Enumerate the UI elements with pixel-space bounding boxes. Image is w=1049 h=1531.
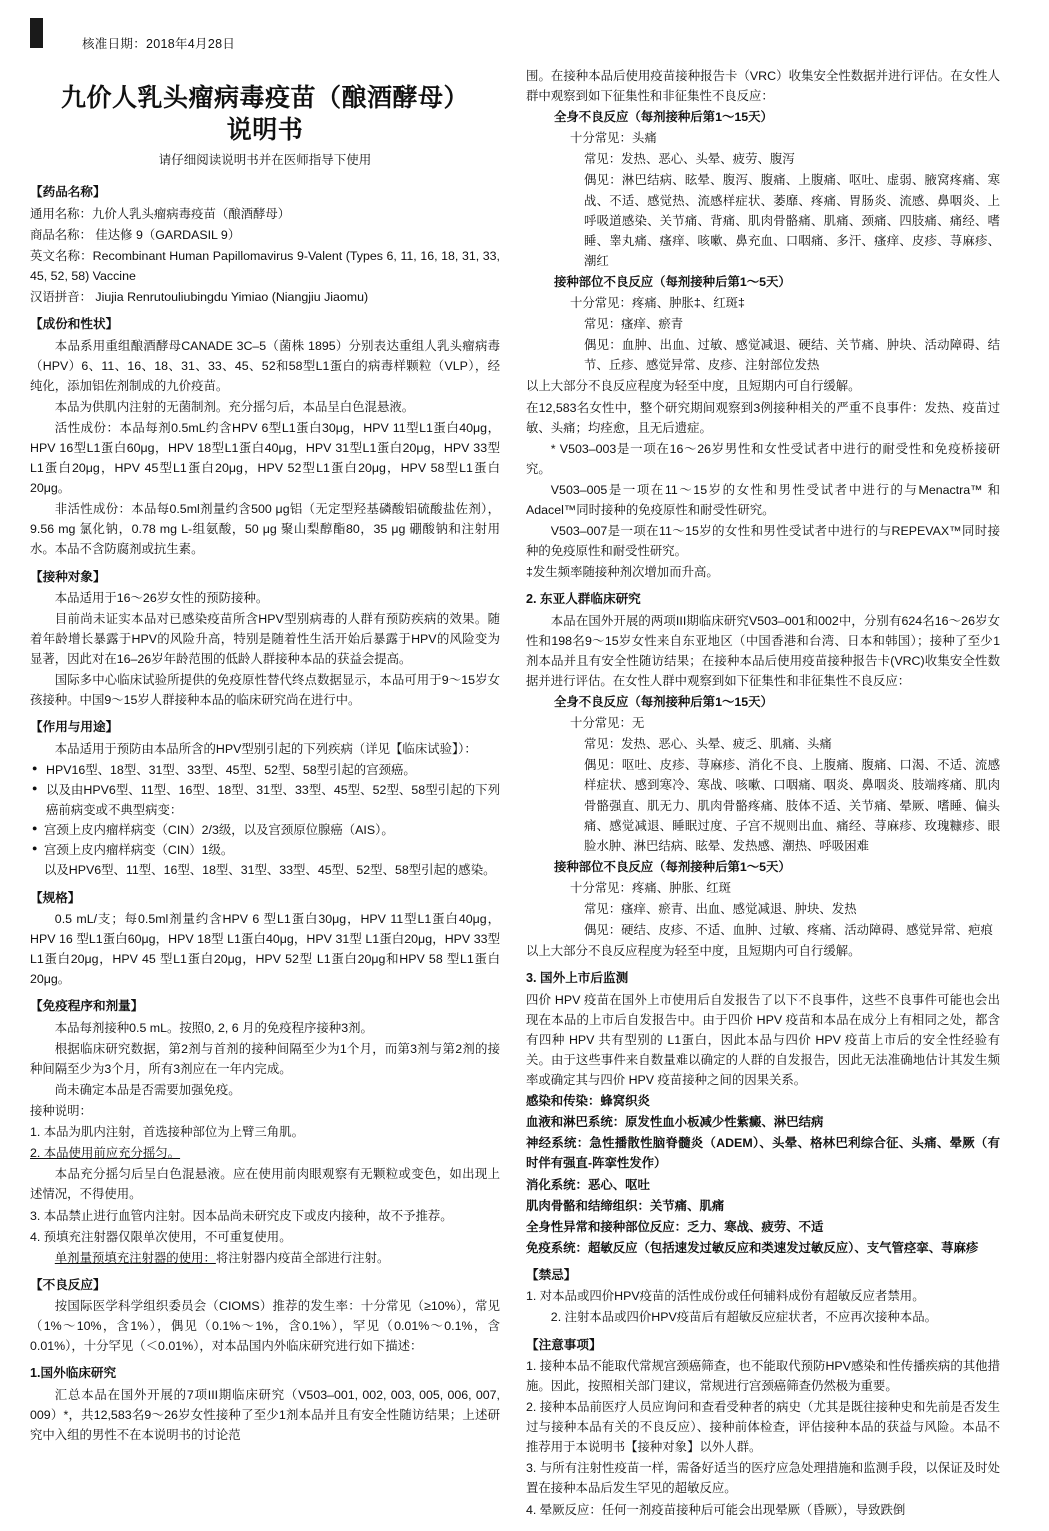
systemic-block1-text-0: 头痛 bbox=[631, 131, 657, 146]
adverse-sub1-heading: 1.国外临床研究 bbox=[30, 1366, 117, 1381]
systemic-block1-text-2: 淋巴结病、眩晕、腹泻、腹痛、上腹痛、呕吐、虚弱、腋窝疼痛、寒战、不适、感觉热、流感样症状、萎靡、疼痛、胃肠炎、流感、鼻咽炎、上呼吸道感染、关节痛、背痛、肌肉骨骼痛、肌痛、颈痛、四肢痛、痛经、嗜睡、睾丸痛、瘙痒、咳嗽、鼻充血、口咽痛、多汗、瘙痒、皮疹、荨麻疹、潮红 bbox=[584, 173, 1001, 268]
indications-bullet-5: 以及HPV6型、11型、16型、18型、31型、33型、45型、52型、58型引起的感染。 bbox=[44, 863, 496, 878]
composition-active: 活性成份：本品每剂0.5mL约含HPV 6型L1蛋白30μg，HPV 11型L1蛋白40μg，HPV 16型L1蛋白60μg，HPV 18型L1蛋白40μg，HPV 31型L1蛋白20μg，HPV 33型L1蛋白20μg，HPV 45型L1蛋白20μg，HPV 52型L1蛋白20μg，HPV 58型L1蛋白20μg。 bbox=[30, 420, 500, 496]
adverse-note-3: V503–005是一项在11～15岁的女性和男性受试者中进行的与Menactra™ 和 Adacel™同时接种的免疫原性和耐受性研究。 bbox=[526, 482, 1000, 517]
adverse-sub1-text: 汇总本品在国外开展的7项III期临床研究（V503–001, 002, 003, 005, 006, 007, 009）*，共12,583名9～26岁女性接种了至少1剂本品并且有安全性随访结果；上述研究中入组的男性不在本说明书的讨论范 bbox=[30, 1387, 500, 1443]
section-indications-heading: 【作用与用途】 bbox=[30, 720, 119, 735]
section-target-heading: 【接种对象】 bbox=[30, 569, 106, 584]
post-market-item-0 bbox=[526, 1091, 1000, 1111]
injection-block2-row-1 bbox=[526, 899, 1000, 919]
injection-block1-label-2: 偶见： bbox=[584, 338, 622, 353]
drug-name-english: 英文名称：Recombinant Human Papillomavirus 9-Valent (Types 6, 11, 16, 18, 31, 33, 45, 52, 58) Vaccine bbox=[30, 248, 500, 283]
adverse-note-5: ‡发生频率随接种剂次增加而升高。 bbox=[526, 565, 719, 580]
systemic-block2-text-2: 呕吐、皮疹、荨麻疹、消化不良、上腹痛、腹痛、口渴、不适、流感样症状、感到寒冷、寒战、咳嗽、口咽痛、咽炎、鼻咽炎、肢端疼痛、肌肉骨骼强直、肌无力、肌肉骨骼疼痛、肢体不适、关节痛、晕厥、嗜睡、偏头痛、感觉减退、睡眠过度、子宫不规则出血、痛经、荨麻疹、玫瑰糠疹、眼脸水肿、淋巴结病、眩晕、发热感、潮热、呼吸困难 bbox=[584, 758, 1001, 853]
systemic-block2-title: 全身不良反应（每剂接种后第1～15天） bbox=[554, 695, 773, 710]
title-line-1: 九价人乳头瘤病毒疫苗（酿酒酵母） bbox=[60, 84, 469, 112]
drug-name-trade: 商品名称： 佳达修 9（GARDASIL 9） bbox=[30, 227, 241, 242]
injection-block2-text-0: 疼痛、肿胀、红斑 bbox=[631, 880, 732, 895]
section-spec-heading: 【规格】 bbox=[30, 890, 81, 905]
east-asia-p1: 本品在国外开展的两项III期临床研究V503–001和002中，分别有624名16～26岁女性和198名9～15岁女性来自东亚地区（中国香港和台湾、日本和韩国）；接种了至少1剂本品并且有安全性随访结果；在接种本品后使用疫苗接种报告卡(VRC)收集安全性数据并进行评估。在女性人群中观察到如下征集性和非征集性不良反应： bbox=[526, 613, 1000, 689]
post-market-text-0: 蜂窝织炎 bbox=[600, 1094, 650, 1109]
precaution-item-1: 2. 接种本品前医疗人员应询问和查看受种者的病史（尤其是既往接种史和先前是否发生过与接种本品有关的不良反应）、接种前体检查，评估接种本品的获益与风险。本品不推荐用于本说明书【接种对象】以外人群。 bbox=[526, 1400, 1000, 1455]
target-p3: 国际多中心临床试验所提供的免疫原性替代终点数据显示，本品可用于9～15岁女孩接种。中国9～15岁人群接种本品的临床研究尚在进行中。 bbox=[30, 673, 500, 708]
drug-name-generic: 通用名称：九价人乳头瘤病毒疫苗（酿酒酵母） bbox=[30, 206, 291, 221]
systemic-block1-row-1 bbox=[526, 149, 1000, 169]
precaution-item-3: 4. 晕厥反应：任何一剂疫苗接种后可能会出现晕厥（昏厥），导致跌倒 bbox=[526, 1502, 906, 1517]
indications-intro: 本品适用于预防由本品所含的HPV型别引起的下列疾病（详见【临床试验】）： bbox=[54, 741, 477, 756]
post-market-text-2: 急性播散性脑脊髓炎（ADEM）、头晕、格林巴利综合征、头痛、晕厥（有时伴有强直-阵挛性发作） bbox=[526, 1136, 1000, 1171]
injection-block1-row-1 bbox=[526, 314, 1000, 334]
post-market-text-4: 关节痛、肌痛 bbox=[649, 1198, 725, 1213]
adverse-note-4: V503–007是一项在11～15岁的女性和男性受试者中进行的与REPEVAX™同时接种的免疫原性和耐受性研究。 bbox=[526, 524, 1000, 559]
schedule-item-6-underline: 单剂量预填充注射器的使用： bbox=[54, 1250, 216, 1265]
injection-block1-text-1: 瘙痒、瘀青 bbox=[621, 317, 684, 332]
section-composition-heading: 【成份和性状】 bbox=[30, 317, 119, 332]
schedule-item-5: 4. 预填充注射器仅限单次使用，不可重复使用。 bbox=[30, 1229, 292, 1244]
precautions-heading: 【注意事项】 bbox=[526, 1337, 602, 1352]
injection-block1-text-0: 疼痛、肿胀‡、红斑‡ bbox=[631, 296, 745, 311]
target-p1: 本品适用于16～26岁女性的预防接种。 bbox=[54, 590, 269, 605]
injection-block2-label-1: 常见： bbox=[584, 902, 622, 917]
post-market-label-6: 免疫系统： bbox=[526, 1240, 588, 1255]
schedule-item-2: 2. 本品使用前应充分摇匀。 bbox=[30, 1146, 181, 1161]
contraindication-item-0: 1. 对本品或四价HPV疫苗的活性成份或任何辅料成份有超敏反应者禁用。 bbox=[526, 1289, 925, 1304]
post-market-intro: 四价 HPV 疫苗在国外上市使用后自发报告了以下不良事件，这些不良事件可能也会出现在本品的上市后自发报告中。由于四价 HPV 疫苗和本品在成分上有相同之处，都含有四种 HPV 共有型别的 L1蛋白，因此本品与四价 HPV 疫苗上市后的安全性经验有关。由于这些事件来自数量难以确定的人群的自发报告，因此无法准确地估计其发生频率或确定其与四价 HPV 疫苗接种之间的因果关系。 bbox=[526, 992, 1000, 1088]
systemic-block2-label-1: 常见： bbox=[584, 737, 622, 752]
injection-block2-title: 接种部位不良反应（每剂接种后第1～5天） bbox=[554, 859, 791, 874]
drug-name-pinyin: 汉语拼音： Jiujia Renrutouliubingdu Yimiao (Niangjiu Jiaomu) bbox=[30, 290, 369, 305]
injection-block2-row-0 bbox=[526, 878, 1000, 898]
spec-text: 0.5 mL/支；每0.5ml剂量约含HPV 6 型L1蛋白30μg，HPV 11型L1蛋白40μg，HPV 16 型L1蛋白60μg，HPV 18型 L1蛋白40μg，HPV 31型 L1蛋白20μg，HPV 33型 L1蛋白20μg，HPV 45 型L1蛋白20μg，HPV 52型 L1蛋白20μg和HPV 58 型L1蛋白20μg。 bbox=[30, 911, 500, 987]
injection-block1-row-2 bbox=[526, 335, 1000, 375]
schedule-item-6-rest: 将注射器内疫苗全部进行注射。 bbox=[215, 1250, 390, 1265]
systemic-block1-title: 全身不良反应（每剂接种后第1～15天） bbox=[554, 110, 773, 125]
schedule-p2: 根据临床研究数据，第2剂与首剂的接种间隔至少为1个月，而第3剂与第2剂的接种间隔至少为3个月，所有3剂应在一年内完成。 bbox=[30, 1041, 500, 1076]
contraindication-item-1: 2. 注射本品或四价HPV疫苗后有超敏反应症状者，不应再次接种本品。 bbox=[550, 1310, 937, 1325]
injection-block2-row-2 bbox=[526, 920, 1000, 940]
injection-block2-text-1: 瘙痒、瘀青、出血、感觉减退、肿块、发热 bbox=[621, 902, 857, 917]
corner-mark bbox=[30, 18, 43, 48]
composition-inactive: 非活性成份：本品每0.5ml剂量约含500 μg铝（无定型羟基磷酸铝硫酸盐佐剂），9.56 mg 氯化钠，0.78 mg L-组氨酸，50 μg 聚山梨醇酯80，35 μg 硼酸钠和注射用水。本品不含防腐剂或抗生素。 bbox=[30, 502, 500, 557]
post-market-label-3: 消化系统： bbox=[526, 1177, 588, 1192]
post-market-label-4: 肌肉骨骼和结缔组织： bbox=[526, 1198, 650, 1213]
adverse-note-2: * V503–003是一项在16～26岁男性和女性受试者中进行的耐受性和免疫桥接研究。 bbox=[526, 441, 1000, 476]
page-subtitle: 请仔细阅读说明书并在医师指导下使用 bbox=[158, 153, 372, 167]
injection-block1-text-2: 血肿、出血、过敏、感觉减退、硬结、关节痛、肿块、活动障碍、结节、丘疹、感觉异常、皮疹、注射部位发热 bbox=[584, 338, 1001, 373]
schedule-p1: 本品每剂接种0.5 mL。按照0, 2, 6 月的免疫程序接种3剂。 bbox=[54, 1020, 373, 1035]
adverse-note-0: 以上大部分不良反应程度为轻至中度，且短期内可自行缓解。 bbox=[526, 379, 861, 394]
two-column-body bbox=[30, 66, 1019, 1521]
title-line-2: 说明书 bbox=[226, 116, 304, 144]
systemic-block1-row-2 bbox=[526, 170, 1000, 270]
post-market-label-5: 全身性异常和接种部位反应： bbox=[526, 1219, 688, 1234]
injection-block2-text-2: 硬结、皮疹、不适、血肿、过敏、疼痛、活动障碍、感觉异常、疤痕 bbox=[621, 923, 993, 938]
post-market-text-1: 原发性血小板减少性紫癜、淋巴结病 bbox=[625, 1115, 824, 1130]
target-p2: 目前尚未证实本品对已感染疫苗所含HPV型别病毒的人群有预防疾病的效果。随着年龄增长暴露于HPV的风险升高，特别是随着性生活开始后暴露于HPV的风险变为显著，因此对在16–26岁年龄范围的低龄人群接种本品的获益会提高。 bbox=[30, 612, 500, 667]
post-market-item-5 bbox=[526, 1217, 1000, 1237]
injection-block2-note: 以上大部分不良反应程度为轻至中度，且短期内可自行缓解。 bbox=[526, 944, 861, 959]
post-market-text-6: 超敏反应（包括速发过敏反应和类速发过敏反应）、支气管痉挛、荨麻疹 bbox=[587, 1240, 979, 1255]
injection-block2-label-2: 偶见： bbox=[584, 923, 622, 938]
post-market-item-4 bbox=[526, 1196, 1000, 1216]
indications-bullet-4: ● 宫颈上皮内瘤样病变（CIN）1级。 bbox=[30, 840, 500, 860]
injection-block1-label-0: 十分常见： bbox=[570, 296, 632, 311]
continuation-text: 围。在接种本品后使用疫苗接种报告卡（VRC）收集安全性数据并进行评估。在女性人群中观察到如下征集性和非征集性不良反应： bbox=[526, 69, 1000, 104]
post-market-label-1: 血液和淋巴系统： bbox=[526, 1115, 626, 1130]
systemic-block1-text-1: 发热、恶心、头晕、疲劳、腹泻 bbox=[621, 152, 795, 167]
section-schedule-heading: 【免疫程序和剂量】 bbox=[30, 999, 144, 1014]
systemic-block2-text-0: 无 bbox=[631, 716, 645, 731]
approval-date: 核准日期：2018年4月28日 bbox=[82, 37, 236, 51]
page-title bbox=[30, 82, 500, 146]
indications-bullet-3: ● 宫颈上皮内瘤样病变（CIN）2/3级，以及宫颈原位腺癌（AIS）。 bbox=[30, 820, 500, 840]
injection-block2-label-0: 十分常见： bbox=[570, 880, 632, 895]
precaution-item-0: 1. 接种本品不能取代常规宫颈癌筛查，也不能取代预防HPV感染和性传播疾病的其他措施。因此，按照相关部门建议，常规进行宫颈癌筛查仍然极为重要。 bbox=[526, 1358, 1000, 1393]
injection-block1-title: 接种部位不良反应（每剂接种后第1～5天） bbox=[554, 274, 791, 289]
post-market-item-2 bbox=[526, 1133, 1000, 1173]
post-market-label-0: 感染和传染： bbox=[526, 1094, 601, 1109]
post-market-item-6 bbox=[526, 1238, 1000, 1258]
schedule-item-6 bbox=[30, 1248, 500, 1268]
schedule-notice-heading: 接种说明： bbox=[30, 1104, 92, 1119]
post-market-label-2: 神经系统： bbox=[526, 1136, 590, 1151]
adverse-note-1: 在12,583名女性中，整个研究期间观察到3例接种相关的严重不良事件：发热、疫苗过敏、头痛；均痊愈，且无后遗症。 bbox=[526, 400, 1000, 435]
indications-bullet-1: ● HPV16型、18型、31型、33型、45型、52型、58型引起的宫颈癌。 bbox=[30, 760, 500, 780]
systemic-block2-text-1: 发热、恶心、头晕、疲乏、肌痛、头痛 bbox=[621, 737, 832, 752]
precaution-item-2: 3. 与所有注射性疫苗一样，需备好适当的医疗应急处理措施和监测手段，以保证及时处置在接种本品后发生罕见的超敏反应。 bbox=[526, 1461, 1000, 1496]
post-market-heading: 3. 国外上市后监测 bbox=[526, 971, 629, 986]
systemic-block2-row-2 bbox=[526, 755, 1000, 855]
composition-p2: 本品为供肌内注射的无菌制剂。充分摇匀后，本品呈白色混悬液。 bbox=[54, 399, 415, 414]
right-column bbox=[526, 66, 1000, 1521]
post-market-item-3 bbox=[526, 1175, 1000, 1195]
injection-block1-row-0 bbox=[526, 293, 1000, 313]
injection-block1-label-1: 常见： bbox=[584, 317, 622, 332]
contraindications-heading: 【禁忌】 bbox=[526, 1267, 577, 1282]
left-column bbox=[30, 66, 500, 1521]
schedule-item-1: 1. 本品为肌内注射，首选接种部位为上臂三角肌。 bbox=[30, 1125, 304, 1140]
section-drug-name-heading: 【药品名称】 bbox=[30, 185, 106, 200]
systemic-block1-row-0 bbox=[526, 128, 1000, 148]
adverse-intro: 按国际医学科学组织委员会（CIOMS）推荐的发生率：十分常见（≥10%），常见（1%～10%，含1%），偶见（0.1%～1%，含0.1%），罕见（0.01%～0.1%，含0.01%），十分罕见（＜0.01%），对本品国内外临床研究进行如下描述： bbox=[30, 1299, 500, 1354]
composition-p1: 本品系用重组酿酒酵母CANADE 3C–5（菌株 1895）分别表达重组人乳头瘤病毒（HPV）6、11、16、18、31、33、45、52和58型L1蛋白的病毒样颗粒（VLP），经纯化，添加铝佐剂制成的九价疫苗。 bbox=[30, 338, 500, 393]
systemic-block2-label-2: 偶见： bbox=[584, 758, 622, 773]
post-market-text-5: 乏力、寒战、疲劳、不适 bbox=[687, 1219, 824, 1234]
post-market-item-1 bbox=[526, 1112, 1000, 1132]
systemic-block2-label-0: 十分常见： bbox=[570, 716, 632, 731]
post-market-text-3: 恶心、呕吐 bbox=[587, 1177, 650, 1192]
section-adverse-heading: 【不良反应】 bbox=[30, 1277, 106, 1292]
systemic-block2-row-0 bbox=[526, 713, 1000, 733]
schedule-p3: 尚未确定本品是否需要加强免疫。 bbox=[54, 1082, 241, 1097]
systemic-block2-row-1 bbox=[526, 734, 1000, 754]
east-asia-heading: 2. 东亚人群临床研究 bbox=[526, 592, 641, 607]
schedule-item-4: 3. 本品禁止进行血管内注射。因本品尚未研究皮下或皮内接种，故不予推荐。 bbox=[30, 1208, 453, 1223]
systemic-block1-label-1: 常见： bbox=[584, 152, 622, 167]
systemic-block1-label-2: 偶见： bbox=[584, 173, 622, 188]
systemic-block1-label-0: 十分常见： bbox=[570, 131, 632, 146]
schedule-item-3: 本品充分摇匀后呈白色混悬液。应在使用前肉眼观察有无颗粒或变色，如出现上述情况，不得使用。 bbox=[30, 1167, 500, 1202]
indications-bullet-2: ● 以及由HPV6型、11型、16型、18型、31型、33型、45型、52型、58型引起的下列癌前病变或不典型病变： bbox=[30, 780, 500, 820]
